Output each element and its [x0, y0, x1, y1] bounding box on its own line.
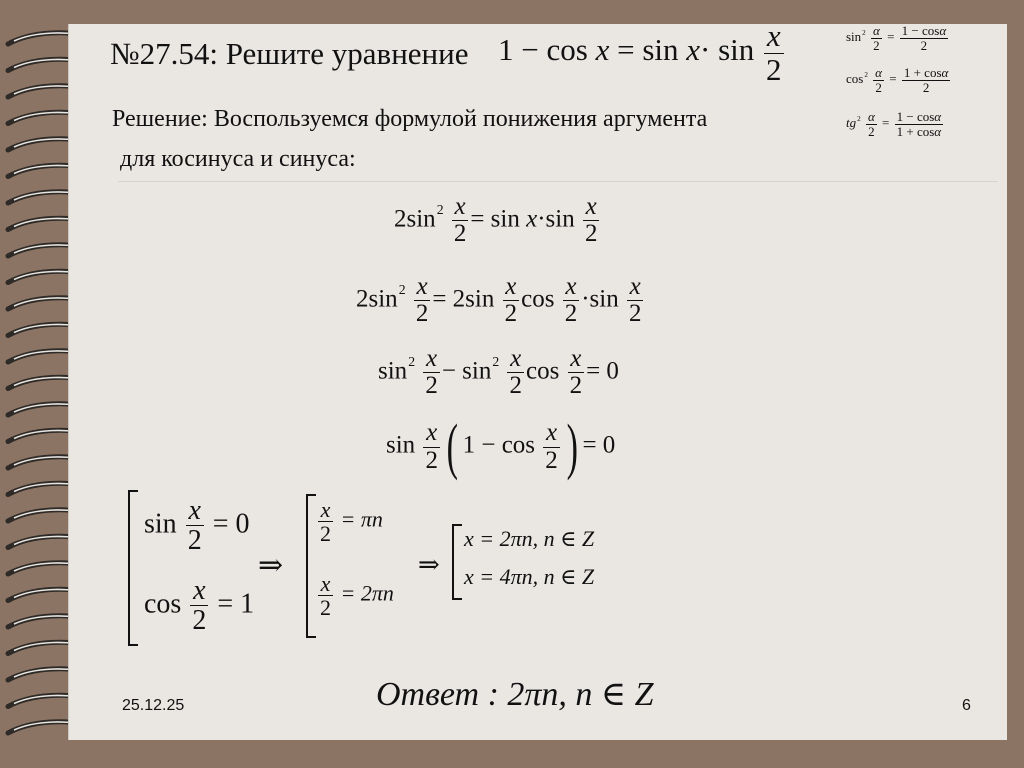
step-2-equation: $2\sin^2$ $\frac{x}{2}$ = 2sin $\frac{x}{2}$ cos $\frac{x}{2}$ ·sin $\frac{x}{2}$ — [356, 273, 642, 328]
implies-arrow-2: ⇒ — [418, 550, 440, 579]
title-equation: 1 − cos x = sin x· sin $\frac{x}{2}$ — [498, 18, 782, 87]
problem-title — [110, 36, 468, 72]
answer: Ответ : 2πn, n ∈ Z — [376, 676, 654, 713]
problem-number: №27.54: Решите уравнение — [110, 36, 469, 71]
formula-sin-half: $\sin^2$ $\frac{\alpha}{2}$ = $\frac{1 - \cos\alpha}{2}$ — [846, 23, 947, 53]
solution-text-line1: Решение: Воспользуемся формулой понижения аргумента — [112, 106, 708, 132]
system-1-row-2: cos $\frac{x}{2}$ = 1 — [144, 575, 255, 637]
system-3-row-1: x = 2πn, n ∈ Z — [464, 526, 595, 551]
step-3-equation: $\sin^2$ $\frac{x}{2}$ − $\sin^2$ $\frac{x}{2}$ cos $\frac{x}{2}$ = 0 — [378, 345, 619, 400]
system-1-row-1: sin $\frac{x}{2}$ = 0 — [144, 495, 250, 557]
formula-cos-half: $\cos^2$ $\frac{\alpha}{2}$ = $\frac{1 + \cos\alpha}{2}$ — [846, 65, 949, 95]
step-4-equation: sin $\frac{x}{2}$ ( 1 − cos $\frac{x}{2}$ ) = 0 — [386, 413, 616, 481]
divider — [118, 181, 998, 182]
system-1-bracket — [128, 490, 138, 646]
solution-text-line2: для косинуса и синуса: — [120, 146, 356, 172]
formula-tg-half: $tg^2$ $\frac{\alpha}{2}$ = $\frac{1 - \cos\alpha}{1 + \cos\alpha}$ — [846, 109, 942, 139]
system-2-row-1: $\frac{x}{2}$ = πn — [320, 497, 383, 547]
slide-page-number: 6 — [962, 697, 971, 714]
system-3-bracket — [452, 524, 462, 600]
implies-arrow-1: ⇒ — [258, 549, 284, 582]
reference-formulas — [846, 24, 1006, 154]
system-2-row-2: $\frac{x}{2}$ = 2πn — [320, 571, 394, 621]
slide-date: 25.12.25 — [122, 697, 185, 714]
step-1-equation: $2\sin^2$ $\frac{x}{2}$ = sin x·sin $\frac{x}{2}$ — [394, 193, 598, 248]
system-3-row-2: x = 4πn, n ∈ Z — [464, 564, 595, 589]
title-fraction: $\frac{x}{2}$ — [766, 18, 782, 87]
system-2-bracket — [306, 494, 316, 638]
